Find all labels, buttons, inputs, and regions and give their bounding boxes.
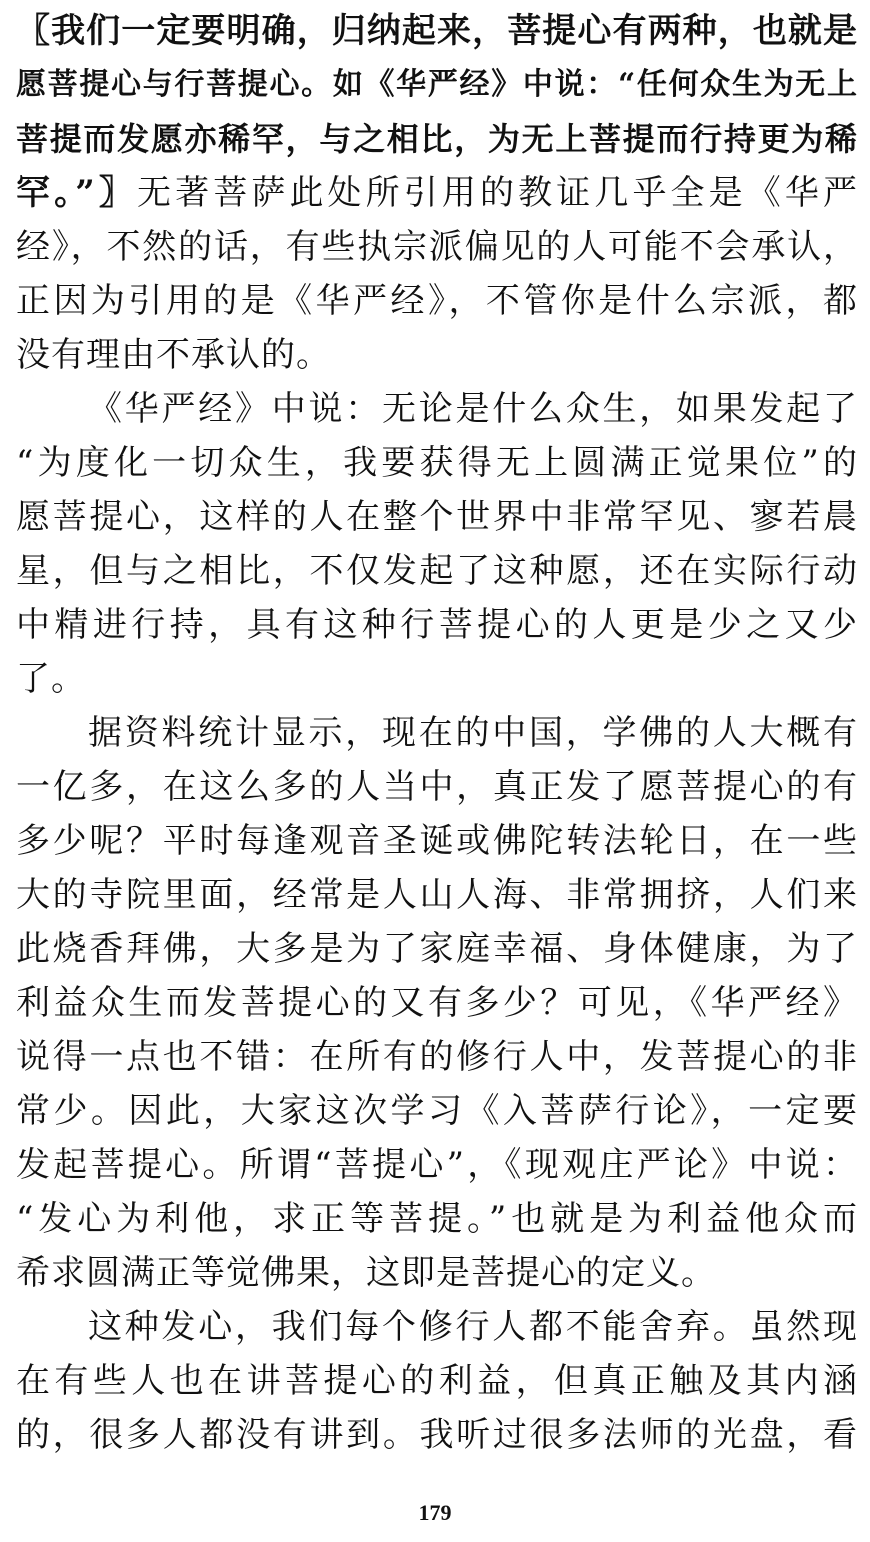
commentary-start: 无著菩萨此处所引用的教证几乎全是《华严 <box>137 173 858 213</box>
text-line: 一亿多，在这么多的人当中，真正发了愿菩提心的有 <box>16 767 858 807</box>
text-line: 多少呢？平时每逢观音圣诞或佛陀转法轮日，在一些 <box>16 821 858 861</box>
text-line: 了。 <box>16 659 86 699</box>
text-line: “发心为利他，求正等菩提。”也就是为利益他众而 <box>16 1199 858 1239</box>
text-line: 星，但与之相比，不仅发起了这种愿，还在实际行动 <box>16 551 858 591</box>
text-line: 这种发心，我们每个修行人都不能舍弃。虽然现 <box>88 1307 858 1347</box>
text-line: 据资料统计显示，现在的中国，学佛的人大概有 <box>88 713 858 753</box>
text-line: 愿菩提心，这样的人在整个世界中非常罕见、寥若晨 <box>16 497 858 537</box>
text-line: 愿菩提心与行菩提心。如《华严经》中说：“任何众生为无上 <box>16 67 858 102</box>
text-line: 发起菩提心。所谓“菩提心”，《现观庄严论》中说： <box>16 1145 858 1185</box>
text-line: 《华严经》中说：无论是什么众生，如果发起了 <box>88 389 858 429</box>
body-text <box>16 4 858 1462</box>
text-line: 利益众生而发菩提心的又有多少？可见，《华严经》 <box>16 983 858 1023</box>
text-line: 希求圆满正等觉佛果，这即是菩提心的定义。 <box>16 1253 716 1293</box>
text-line: 中精进行持，具有这种行菩提心的人更是少之又少 <box>16 605 858 645</box>
text-line: “为度化一切众生，我要获得无上圆满正觉果位”的 <box>16 443 858 483</box>
text-line: 经》，不然的话，有些执宗派偏见的人可能不会承认， <box>16 227 858 267</box>
text-line: 〖我们一定要明确，归纳起来，菩提心有两种，也就是 <box>16 11 858 51</box>
text-line: 大的寺院里面，经常是人山人海、非常拥挤，人们来 <box>16 875 858 915</box>
text-line: 正因为引用的是《华严经》，不管你是什么宗派，都 <box>16 281 858 321</box>
text-line <box>16 166 858 220</box>
text-line: 常少。因此，大家这次学习《入菩萨行论》，一定要 <box>16 1091 858 1131</box>
text-line: 在有些人也在讲菩提心的利益，但真正触及其内涵 <box>16 1361 858 1401</box>
text-line: 没有理由不承认的。 <box>16 335 331 375</box>
page-number: 179 <box>418 1500 452 1525</box>
text-line: 菩提而发愿亦稀罕，与之相比，为无上菩提而行持更为稀 <box>16 120 858 158</box>
text-line: 说得一点也不错：在所有的修行人中，发菩提心的非 <box>16 1037 858 1077</box>
text-line: 的，很多人都没有讲到。我听过很多法师的光盘，看 <box>16 1415 858 1455</box>
quote-end: 罕。”〗 <box>16 173 137 213</box>
text-line: 此烧香拜佛，大多是为了家庭幸福、身体健康，为了 <box>16 929 858 969</box>
